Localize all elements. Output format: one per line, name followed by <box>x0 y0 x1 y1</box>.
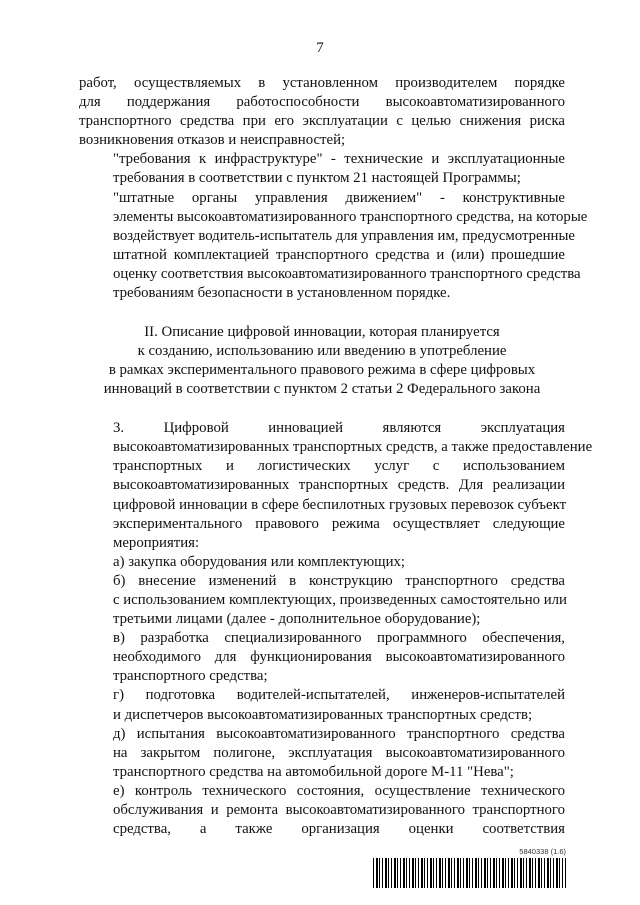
text-line: "штатные органы управления движением" - конструктивные <box>113 189 565 206</box>
text-line: транспортного средства при его эксплуатации с целью снижения риска <box>79 113 565 130</box>
text-line: транспортного средства на автомобильной дороге М-11 "Нева"; <box>113 763 514 780</box>
text-line: средства, а также организация оценки соответствия <box>113 821 565 838</box>
paragraph <box>79 189 588 304</box>
paragraph <box>79 572 565 629</box>
text-line: на закрытом полигоне, эксплуатация высокоавтоматизированного <box>113 744 565 761</box>
text-line: штатной комплектацией транспортного средства и (или) прошедшие <box>113 246 565 263</box>
text-line: высокоавтоматизированных транспортных средств. Для реализации <box>113 477 565 494</box>
paragraph <box>79 725 565 782</box>
text-line: третьими лицами (далее - дополнительное оборудование); <box>113 611 481 628</box>
text-line: работ, осуществляемых в установленном производителем порядке <box>79 75 565 91</box>
text-line: транспортных и логистических услуг с использованием <box>113 458 565 475</box>
text-line: "требования к инфраструктуре" - технические и эксплуатационные <box>113 151 565 168</box>
text-line: возникновения отказов и неисправностей; <box>79 132 346 149</box>
text-line: в) разработка специализированного программного обеспечения, <box>113 630 565 647</box>
paragraph <box>79 629 565 686</box>
text-line: экспериментального правового режима осуществляет следующие <box>113 515 565 532</box>
text-line: и диспетчеров высокоавтоматизированных транспортных средств; <box>113 706 533 723</box>
text-line: необходимого для функционирования высокоавтоматизированного <box>113 649 565 666</box>
text-line: 3. Цифровой инновацией являются эксплуатация <box>113 420 565 437</box>
section-heading: II. Описание цифровой инновации, которая планируется к созданию, использованию или введению в употребление в рамках экспериментального правового режима в сфере цифровых инноваций в соответствии с пунктом 2 статьи 2 Федерального закона <box>103 324 541 398</box>
text-line: б) внесение изменений в конструкцию транспортного средства <box>113 572 565 589</box>
paragraph <box>79 74 565 150</box>
paragraph <box>79 553 565 572</box>
text-line: воздействует водитель-испытатель для управления им, предусмотренные <box>113 227 575 244</box>
text-line: требованиям безопасности в установленном порядке. <box>113 285 451 302</box>
text-line: требования в соответствии с пунктом 21 настоящей Программы; <box>113 170 521 187</box>
text-line: г) подготовка водителей-испытателей, инженеров-испытателей <box>113 687 565 704</box>
document-barcode <box>373 847 566 889</box>
text-line: с использованием комплектующих, произведенных самостоятельно или <box>113 591 567 608</box>
barcode-number: 5840338 (1.6) <box>519 847 566 856</box>
text-line: обслуживания и ремонта высокоавтоматизированного транспортного <box>113 802 565 818</box>
text-line: мероприятия: <box>113 534 200 551</box>
paragraph <box>79 419 593 553</box>
document-body <box>79 74 593 839</box>
definitions-block <box>79 74 588 303</box>
text-line: цифровой инновации в сфере беспилотных грузовых перевозок субъект <box>113 496 567 513</box>
page-number: 7 <box>316 40 324 56</box>
text-line: транспортного средства; <box>113 668 268 685</box>
paragraph <box>79 150 565 188</box>
text-line: д) испытания высокоавтоматизированного транспортного средства <box>113 725 565 742</box>
section-ii-block <box>79 419 593 839</box>
paragraph <box>79 782 565 839</box>
text-line: оценку соответствия высокоавтоматизированного транспортного средства <box>113 265 581 282</box>
paragraph <box>79 686 565 724</box>
text-line: е) контроль технического состояния, осуществление технического <box>113 782 565 799</box>
text-line: высокоавтоматизированных транспортных средств, а также предоставление <box>113 439 593 456</box>
barcode-icon <box>373 858 566 888</box>
text-line: элементы высокоавтоматизированного транспортного средства, на которые <box>113 208 588 225</box>
text-line: для поддержания работоспособности высокоавтоматизированного <box>79 94 565 111</box>
text-line: а) закупка оборудования или комплектующих; <box>113 553 406 570</box>
